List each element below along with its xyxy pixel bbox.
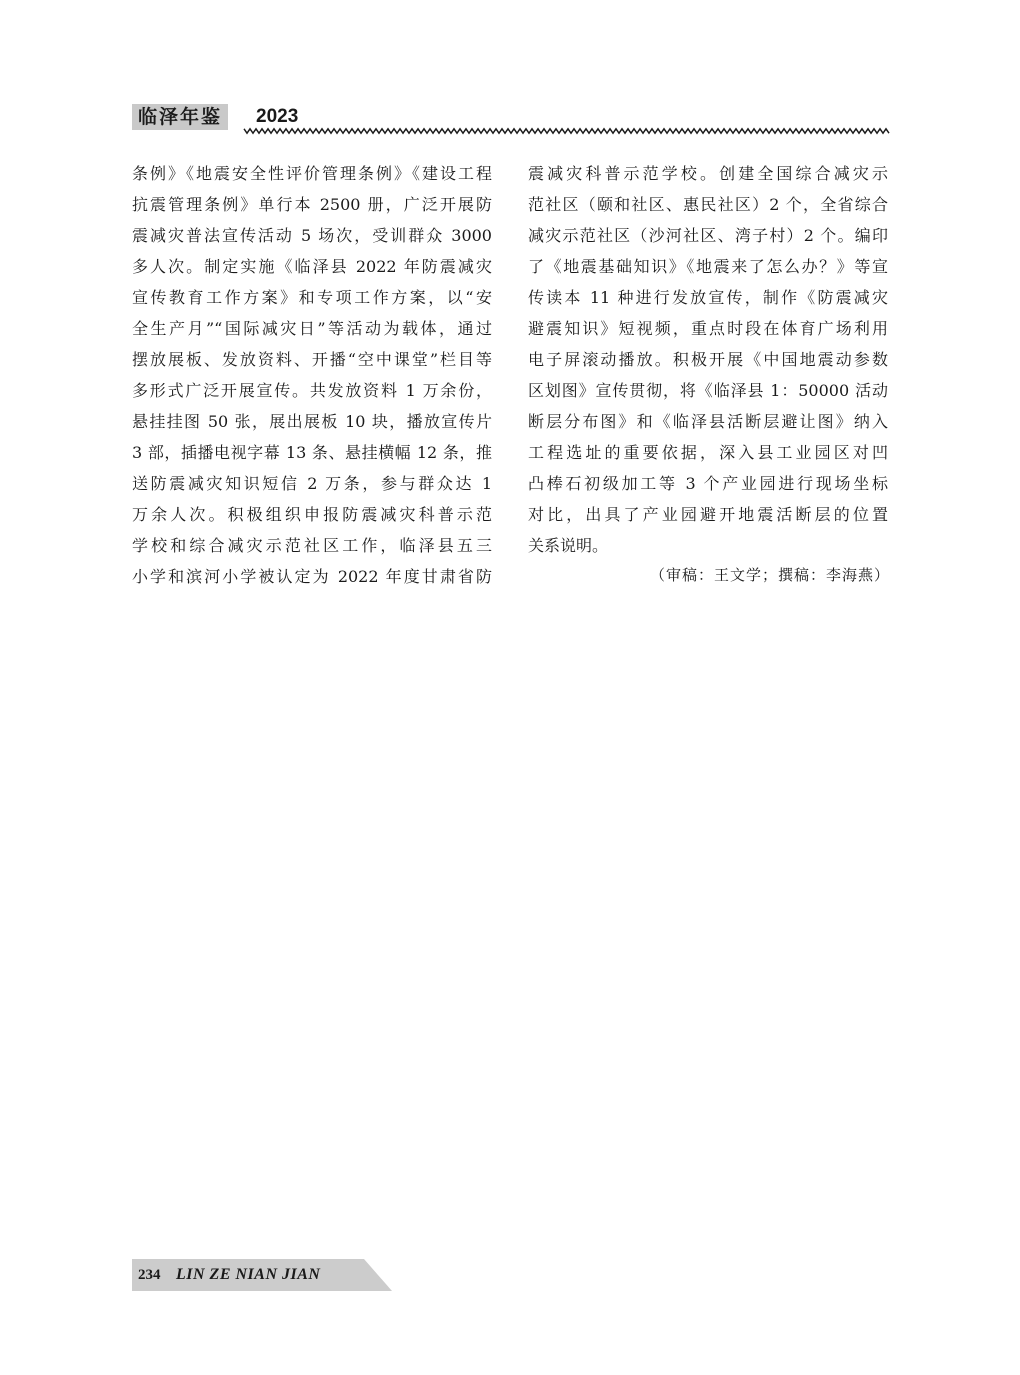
text-line: 抗震管理条例》单行本 2500 册，广泛开展防 — [132, 195, 492, 214]
running-title: LIN ZE NIAN JIAN — [176, 1266, 321, 1283]
left-column-paragraph — [132, 158, 492, 592]
right-column-paragraph — [528, 158, 888, 561]
book-year: 2023 — [256, 106, 299, 127]
text-line: 条例》《地震安全性评价管理条例》《建设工程 — [132, 164, 492, 183]
text-line: 多人次。制定实施《临泽县 2022 年防震减灾 — [132, 257, 492, 276]
text-line: 学校和综合减灾示范社区工作，临泽县五三 — [132, 536, 492, 555]
text-line: 震减灾普法宣传活动 5 场次，受训群众 3000 — [132, 226, 492, 245]
author-credit: （审稿：王文学；撰稿：李海燕） — [649, 566, 890, 584]
wavy-header-rule — [132, 126, 890, 136]
page-footer — [132, 1259, 392, 1291]
page-header — [132, 102, 890, 134]
text-line: 多形式广泛开展宣传。共发放资料 1 万余份， — [132, 381, 492, 400]
left-column — [132, 158, 492, 592]
text-line: 区划图》宣传贯彻，将《临泽县 1：50000 活动 — [528, 381, 888, 400]
page-number: 234 — [138, 1267, 161, 1283]
text-line: 范社区（颐和社区、惠民社区）2 个，全省综合 — [528, 195, 888, 214]
book-title: 临泽年鉴 — [132, 104, 228, 130]
text-line: 凸棒石初级加工等 3 个产业园进行现场坐标 — [528, 474, 888, 493]
text-line: 断层分布图》和《临泽县活断层避让图》纳入 — [528, 412, 888, 431]
text-line: 摆放展板、发放资料、开播“空中课堂”栏目等 — [132, 350, 492, 369]
text-line: 万余人次。积极组织申报防震减灾科普示范 — [132, 505, 492, 524]
text-line: 悬挂挂图 50 张，展出展板 10 块，播放宣传片 — [132, 412, 492, 431]
text-line: 送防震减灾知识短信 2 万条，参与群众达 1 — [132, 474, 492, 493]
text-line: 宣传教育工作方案》和专项工作方案，以“安 — [132, 288, 492, 307]
text-line: 了《地震基础知识》《地震来了怎么办？》等宣 — [528, 257, 888, 276]
text-line: 全生产月”“国际减灾日”等活动为载体，通过 — [132, 319, 492, 338]
text-line: 对比，出具了产业园避开地震活断层的位置 — [528, 505, 888, 524]
text-line: 关系说明。 — [528, 536, 609, 555]
text-line: 电子屏滚动播放。积极开展《中国地震动参数 — [528, 350, 888, 369]
right-column — [528, 158, 888, 561]
text-line: 小学和滨河小学被认定为 2022 年度甘肃省防 — [132, 567, 492, 586]
text-line: 减灾示范社区（沙河社区、湾子村）2 个。编印 — [528, 226, 888, 245]
text-line: 震减灾科普示范学校。创建全国综合减灾示 — [528, 164, 888, 183]
text-line: 避震知识》短视频，重点时段在体育广场利用 — [528, 319, 888, 338]
text-line: 传读本 11 种进行发放宣传，制作《防震减灾 — [528, 288, 888, 307]
text-line: 3 部，插播电视字幕 13 条、悬挂横幅 12 条，推 — [132, 443, 492, 462]
text-line: 工程选址的重要依据，深入县工业园区对凹 — [528, 443, 888, 462]
